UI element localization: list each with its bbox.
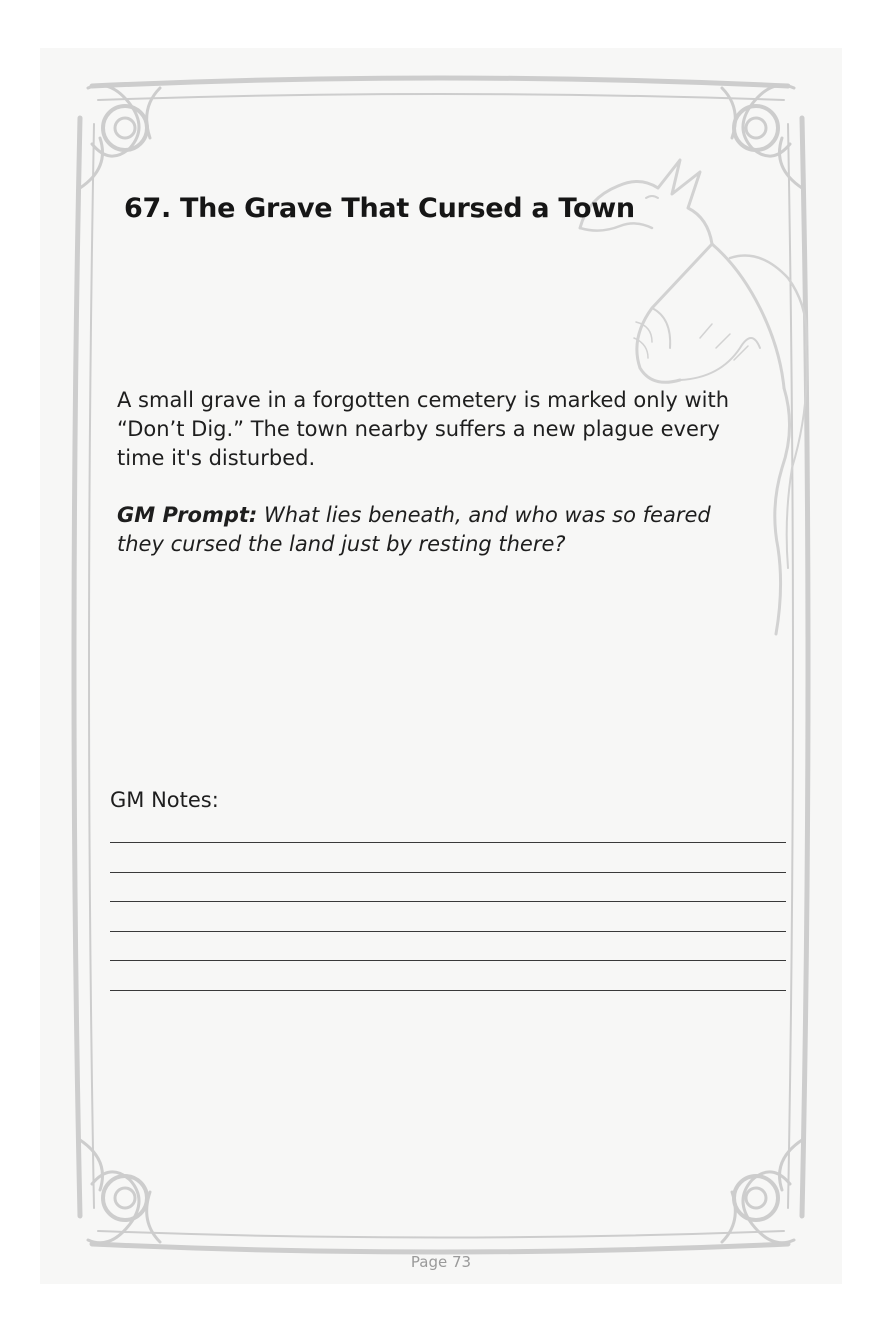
gm-prompt-text: What lies beneath, and who was so feared they cursed the land just by resting there? (117, 503, 711, 556)
notes-writing-line[interactable] (110, 901, 786, 902)
page-number: Page 73 (410, 1253, 472, 1271)
entry-title: 67. The Grave That Cursed a Town (124, 193, 635, 224)
notes-writing-line[interactable] (110, 872, 786, 873)
notes-writing-line[interactable] (110, 960, 786, 961)
notes-writing-line[interactable] (110, 842, 786, 843)
ornamental-vine-border-icon (40, 48, 842, 1284)
notes-writing-line[interactable] (110, 990, 786, 991)
gm-prompt-label: GM Prompt: (117, 503, 258, 527)
notes-writing-line[interactable] (110, 931, 786, 932)
gm-prompt (117, 501, 757, 559)
gm-notes-label: GM Notes: (110, 788, 219, 812)
entry-description: A small grave in a forgotten cemetery is marked only with “Don’t Dig.” The town nearby suffers a new plague every time it's disturbed. (117, 388, 730, 470)
page-sheet (40, 48, 842, 1284)
